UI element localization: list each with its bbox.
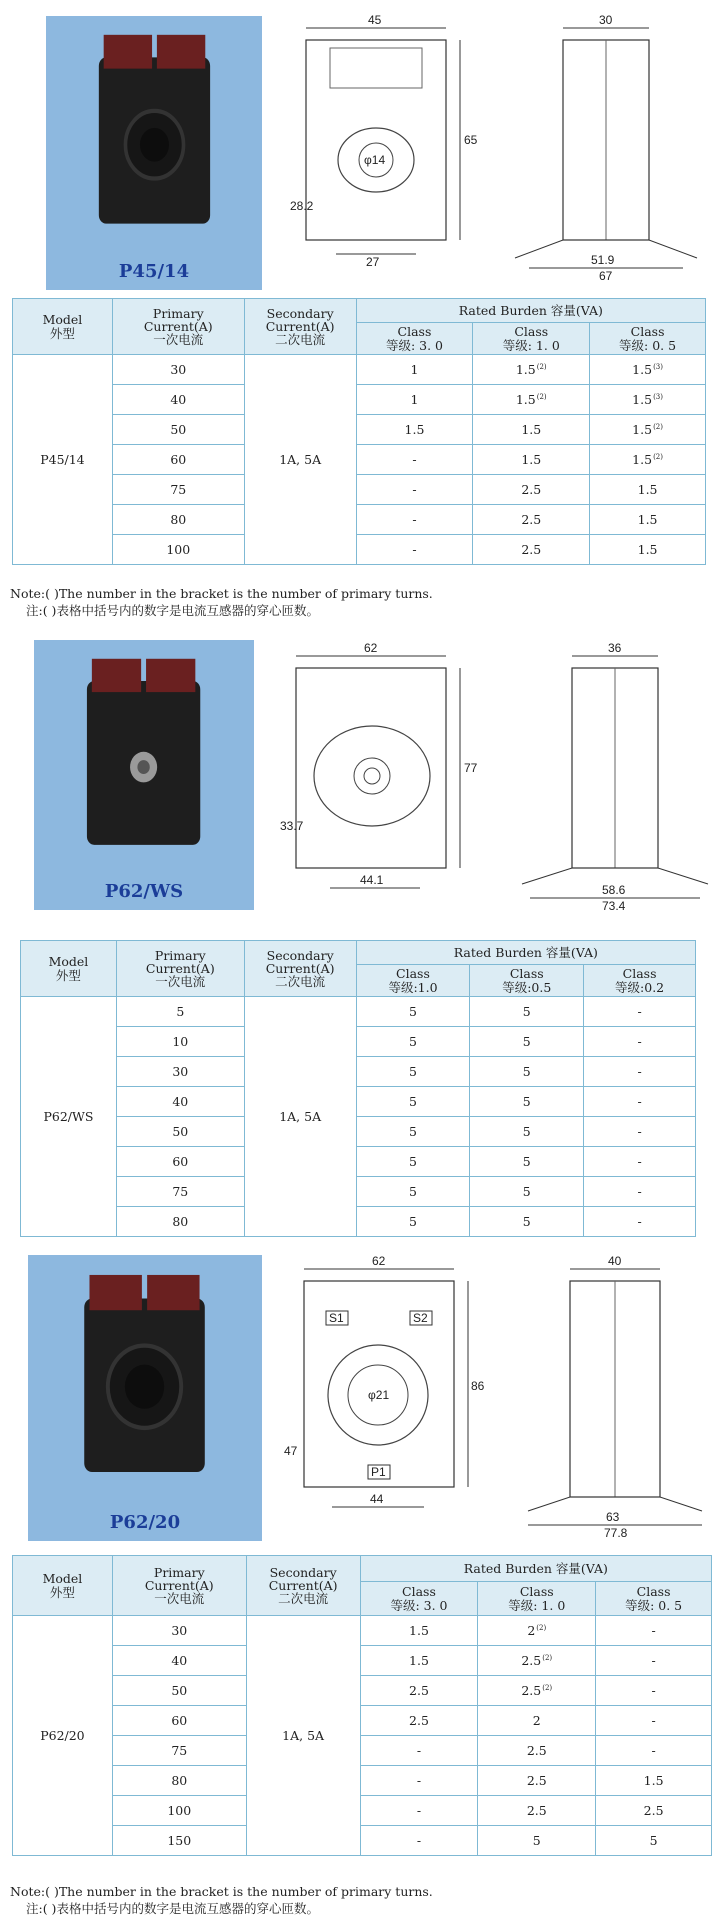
burden-cell (596, 1706, 712, 1736)
burden-value: 5 (409, 1063, 417, 1079)
burden-cell (584, 1207, 696, 1237)
dim-center-height: 47 (284, 1444, 298, 1458)
dim-center-height: 28.2 (290, 199, 314, 213)
burden-cell (473, 415, 590, 445)
burden-value: 5 (409, 1033, 417, 1049)
table-row (13, 1796, 712, 1826)
primary-current-cell: 10 (116, 1027, 244, 1057)
burden-cell (478, 1826, 596, 1856)
product-name: P62/20 (109, 1512, 181, 1533)
burden-cell (478, 1706, 596, 1736)
table-row (21, 1177, 696, 1207)
burden-value: - (412, 511, 417, 527)
burden-value: 1.5 (521, 421, 542, 437)
burden-cell (356, 1057, 470, 1087)
burden-value: 2.5 (526, 1772, 547, 1788)
burden-cell (470, 1057, 584, 1087)
burden-value: - (416, 1742, 422, 1758)
table-row (21, 997, 696, 1027)
burden-value: - (651, 1682, 656, 1698)
burden-cell (584, 1027, 696, 1057)
burden-value: - (637, 1003, 642, 1019)
burden-value: 2 (532, 1712, 541, 1728)
burden-cell (356, 997, 470, 1027)
table-row (13, 505, 706, 535)
section-p45-14 (0, 0, 720, 640)
burden-cell (584, 1087, 696, 1117)
burden-value: 5 (409, 1183, 417, 1199)
burden-value: 1.5 (409, 1652, 429, 1668)
burden-cell (590, 355, 706, 385)
dim-height: 86 (471, 1379, 485, 1393)
burden-cell (478, 1766, 596, 1796)
model-cell: P62/WS (21, 997, 117, 1237)
burden-cell (356, 475, 473, 505)
burden-cell (470, 1177, 584, 1207)
primary-current-cell: 30 (112, 355, 244, 385)
model-cell: P45/14 (13, 355, 113, 565)
burden-cell (360, 1796, 478, 1826)
burden-value: - (651, 1622, 656, 1638)
burden-cell (478, 1736, 596, 1766)
burden-cell (596, 1796, 712, 1826)
table-row (13, 355, 706, 385)
burden-value: 5 (522, 1033, 531, 1049)
burden-cell (478, 1796, 596, 1826)
primary-current-cell: 40 (112, 385, 244, 415)
primary-current-header: Primary Current(A) 一次电流 (116, 941, 244, 997)
burden-value: 1.5 (521, 451, 542, 467)
primary-current-cell: 75 (112, 475, 244, 505)
burden-cell (360, 1676, 478, 1706)
transformer-illustration (94, 32, 215, 229)
terminal-p1-label: P1 (371, 1465, 386, 1479)
burden-cell (596, 1616, 712, 1646)
primary-current-cell: 40 (116, 1087, 244, 1117)
table-row (13, 1766, 712, 1796)
burden-value: 1.5 (632, 361, 653, 377)
burden-value: 5 (409, 1093, 417, 1109)
dim-base-slot: 44 (370, 1492, 384, 1506)
table-row (13, 475, 706, 505)
burden-value: 5 (649, 1832, 658, 1848)
burden-cell (596, 1736, 712, 1766)
burden-cell (356, 1207, 470, 1237)
burden-cell (478, 1646, 596, 1676)
footnote: Note:( )The number in the bracket is the number of primary turns. 注:( )表格中括号内的数字是电流互感器的穿心匝数。 (10, 586, 433, 618)
turns-superscript: (3) (653, 362, 663, 371)
burden-cell (470, 1207, 584, 1237)
burden-value: 1.5 (409, 1622, 429, 1638)
class-header: Class 等级: 0. 5 (590, 323, 706, 355)
burden-cell (470, 1087, 584, 1117)
burden-cell (360, 1616, 478, 1646)
burden-cell (356, 415, 473, 445)
burden-cell (473, 505, 590, 535)
table-row (13, 1616, 712, 1646)
burden-cell (590, 475, 706, 505)
rated-burden-header: Rated Burden 容量(VA) (356, 941, 695, 965)
table-row (13, 1736, 712, 1766)
turns-superscript: (3) (653, 392, 663, 401)
table-row (21, 1027, 696, 1057)
burden-value: - (416, 1772, 422, 1788)
burden-cell (360, 1826, 478, 1856)
burden-cell (584, 1147, 696, 1177)
table-row (13, 415, 706, 445)
model-header: Model 外型 (21, 941, 117, 997)
side-view-drawing (510, 1255, 720, 1545)
burden-cell (590, 415, 706, 445)
dim-center-height: 33.7 (280, 819, 304, 833)
primary-current-cell: 50 (112, 415, 244, 445)
table-row (13, 1706, 712, 1736)
class-header: Class 等级: 0. 5 (596, 1582, 712, 1616)
burden-value: 5 (522, 1063, 531, 1079)
dim-base-slot: 44.1 (360, 873, 384, 887)
burden-value: 5 (532, 1832, 541, 1848)
secondary-current-cell: 1A, 5A (244, 355, 356, 565)
burden-value: 1.5 (515, 361, 536, 377)
table-row (21, 1207, 696, 1237)
burden-cell (473, 445, 590, 475)
burden-value: 1 (410, 361, 419, 377)
rated-burden-table (12, 1555, 712, 1856)
burden-value: - (637, 1063, 642, 1079)
model-cell: P62/20 (13, 1616, 113, 1856)
burden-cell (356, 1147, 470, 1177)
burden-value: 2.5 (521, 1682, 542, 1698)
turns-superscript: (2) (542, 1683, 553, 1692)
product-name: P62/WS (104, 881, 184, 902)
burden-cell (470, 1147, 584, 1177)
burden-cell (596, 1676, 712, 1706)
primary-current-cell: 60 (112, 445, 244, 475)
dim-width: 62 (364, 641, 378, 655)
rated-burden-table (20, 940, 696, 1237)
burden-value: 5 (522, 1003, 531, 1019)
burden-value: 2.5 (521, 1652, 542, 1668)
primary-current-cell: 75 (116, 1177, 244, 1207)
front-view-drawing (290, 10, 480, 270)
table-row (21, 1087, 696, 1117)
dim-width: 62 (372, 1255, 386, 1268)
burden-value: 1.5 (637, 481, 658, 497)
table-row (13, 1826, 712, 1856)
class-header: Class 等级: 1. 0 (473, 323, 590, 355)
dim-depth: 40 (608, 1255, 622, 1268)
burden-cell (470, 1117, 584, 1147)
primary-current-cell: 50 (116, 1117, 244, 1147)
burden-value: 5 (522, 1183, 531, 1199)
product-name: P45/14 (118, 261, 190, 282)
burden-value: 5 (409, 1003, 417, 1019)
burden-cell (356, 1177, 470, 1207)
burden-cell (470, 997, 584, 1027)
burden-cell (356, 1027, 470, 1057)
primary-current-cell: 75 (112, 1736, 246, 1766)
burden-value: - (412, 541, 417, 557)
dim-height: 65 (464, 133, 478, 147)
burden-cell (590, 445, 706, 475)
table-row (13, 535, 706, 565)
burden-value: 1.5 (515, 391, 536, 407)
burden-cell (356, 1087, 470, 1117)
burden-value: 2.5 (526, 1742, 547, 1758)
burden-value: 5 (409, 1153, 417, 1169)
primary-current-cell: 80 (112, 1766, 246, 1796)
burden-cell (356, 1117, 470, 1147)
burden-cell (473, 385, 590, 415)
primary-current-cell: 60 (112, 1706, 246, 1736)
burden-value: 1.5 (632, 421, 653, 437)
burden-cell (478, 1676, 596, 1706)
primary-current-cell: 40 (112, 1646, 246, 1676)
table-row (13, 1646, 712, 1676)
dim-foot-inner: 58.6 (602, 883, 626, 897)
burden-value: 5 (409, 1213, 417, 1229)
dim-depth: 36 (608, 641, 622, 655)
burden-cell (596, 1766, 712, 1796)
model-header: Model 外型 (13, 299, 113, 355)
product-photo (28, 1255, 262, 1541)
class-header: Class 等级:0.5 (470, 965, 584, 997)
table-row (21, 1117, 696, 1147)
burden-cell (590, 385, 706, 415)
table-row (13, 385, 706, 415)
burden-value: - (651, 1652, 656, 1668)
burden-cell (596, 1646, 712, 1676)
table-row (13, 445, 706, 475)
transformer-illustration (82, 656, 205, 850)
rated-burden-header: Rated Burden 容量(VA) (360, 1556, 711, 1582)
burden-value: 2.5 (521, 481, 542, 497)
burden-cell (473, 355, 590, 385)
product-photo (34, 640, 254, 910)
primary-current-cell: 50 (112, 1676, 246, 1706)
turns-superscript: (2) (536, 1623, 547, 1632)
class-header: Class 等级: 1. 0 (478, 1582, 596, 1616)
burden-value: 1.5 (643, 1772, 664, 1788)
class-header: Class 等级: 3. 0 (360, 1582, 478, 1616)
burden-value: 5 (522, 1213, 531, 1229)
section-p62-20 (0, 1255, 720, 1932)
burden-value: 2 (527, 1622, 536, 1638)
burden-value: - (637, 1153, 642, 1169)
turns-superscript: (2) (653, 452, 663, 461)
terminal-s2-label: S2 (413, 1311, 428, 1325)
dim-base-slot: 27 (366, 255, 380, 269)
primary-current-cell: 30 (116, 1057, 244, 1087)
burden-cell (356, 385, 473, 415)
secondary-current-cell: 1A, 5A (246, 1616, 360, 1856)
terminal-s1-label: S1 (329, 1311, 344, 1325)
burden-value: - (637, 1093, 642, 1109)
dim-foot-outer: 77.8 (604, 1526, 628, 1540)
side-view-drawing (510, 640, 720, 910)
burden-value: 2.5 (643, 1802, 664, 1818)
burden-cell (473, 535, 590, 565)
burden-cell (584, 1057, 696, 1087)
burden-value: 2.5 (409, 1712, 429, 1728)
burden-value: 1.5 (404, 421, 425, 437)
burden-value: - (651, 1712, 656, 1728)
burden-value: 1.5 (637, 541, 658, 557)
dim-foot-inner: 51.9 (591, 253, 615, 267)
table-row (13, 1676, 712, 1706)
burden-cell (596, 1826, 712, 1856)
burden-value: 2.5 (521, 541, 542, 557)
burden-cell (590, 505, 706, 535)
dim-height: 77 (464, 761, 478, 775)
table-row (21, 1057, 696, 1087)
secondary-current-header: Secondary Current(A) 二次电流 (244, 299, 356, 355)
burden-value: - (637, 1033, 642, 1049)
burden-value: 2.5 (526, 1802, 547, 1818)
primary-current-cell: 60 (116, 1147, 244, 1177)
front-view-drawing (280, 640, 480, 910)
burden-cell (356, 535, 473, 565)
class-header: Class 等级:0.2 (584, 965, 696, 997)
burden-value: 5 (522, 1093, 531, 1109)
burden-value: - (416, 1832, 422, 1848)
burden-value: 5 (522, 1153, 531, 1169)
product-photo (46, 16, 262, 290)
dim-depth: 30 (599, 13, 613, 27)
secondary-current-header: Secondary Current(A) 二次电流 (244, 941, 356, 997)
turns-superscript: (2) (653, 422, 663, 431)
burden-value: - (412, 481, 417, 497)
burden-value: 2.5 (409, 1682, 429, 1698)
turns-superscript: (2) (536, 392, 547, 401)
burden-cell (360, 1706, 478, 1736)
dim-foot-inner: 63 (606, 1510, 620, 1524)
burden-cell (478, 1616, 596, 1646)
primary-current-cell: 150 (112, 1826, 246, 1856)
table-row (21, 1147, 696, 1177)
burden-cell (360, 1646, 478, 1676)
burden-cell (584, 1177, 696, 1207)
burden-cell (470, 1027, 584, 1057)
rated-burden-table (12, 298, 706, 565)
burden-value: 1.5 (632, 451, 653, 467)
transformer-illustration (79, 1272, 210, 1478)
dim-width: 45 (368, 13, 382, 27)
burden-cell (584, 1117, 696, 1147)
class-header: Class 等级:1.0 (356, 965, 470, 997)
front-view-drawing (280, 1255, 485, 1535)
turns-superscript: (2) (536, 362, 547, 371)
burden-cell (360, 1766, 478, 1796)
rated-burden-header: Rated Burden 容量(VA) (356, 299, 705, 323)
burden-cell (356, 505, 473, 535)
dim-foot-outer: 67 (599, 269, 613, 280)
burden-value: 5 (522, 1123, 531, 1139)
burden-cell (590, 535, 706, 565)
model-header: Model 外型 (13, 1556, 113, 1616)
burden-value: 2.5 (521, 511, 542, 527)
dim-foot-outer: 73.4 (602, 899, 626, 910)
burden-cell (356, 445, 473, 475)
turns-superscript: (2) (542, 1653, 553, 1662)
dim-hole: φ21 (368, 1388, 390, 1402)
secondary-current-header: Secondary Current(A) 二次电流 (246, 1556, 360, 1616)
burden-value: - (637, 1183, 642, 1199)
primary-current-header: Primary Current(A) 一次电流 (112, 299, 244, 355)
burden-value: - (416, 1802, 422, 1818)
primary-current-cell: 5 (116, 997, 244, 1027)
burden-cell (584, 997, 696, 1027)
primary-current-cell: 30 (112, 1616, 246, 1646)
dim-hole: φ14 (364, 153, 386, 167)
secondary-current-cell: 1A, 5A (244, 997, 356, 1237)
burden-cell (356, 355, 473, 385)
burden-value: 1.5 (637, 511, 658, 527)
section-p62-ws (0, 630, 720, 1280)
side-view-drawing (505, 10, 720, 280)
burden-value: - (412, 451, 417, 467)
burden-value: 1.5 (632, 391, 653, 407)
burden-value: - (637, 1213, 642, 1229)
footnote: Note:( )The number in the bracket is the number of primary turns. 注:( )表格中括号内的数字是电流互感器的穿心匝数。 (10, 1884, 433, 1916)
primary-current-cell: 80 (116, 1207, 244, 1237)
burden-cell (473, 475, 590, 505)
primary-current-header: Primary Current(A) 一次电流 (112, 1556, 246, 1616)
primary-current-cell: 100 (112, 1796, 246, 1826)
burden-value: - (637, 1123, 642, 1139)
burden-value: - (651, 1742, 656, 1758)
burden-value: 5 (409, 1123, 417, 1139)
primary-current-cell: 80 (112, 505, 244, 535)
class-header: Class 等级: 3. 0 (356, 323, 473, 355)
burden-cell (360, 1736, 478, 1766)
primary-current-cell: 100 (112, 535, 244, 565)
burden-value: 1 (410, 391, 419, 407)
